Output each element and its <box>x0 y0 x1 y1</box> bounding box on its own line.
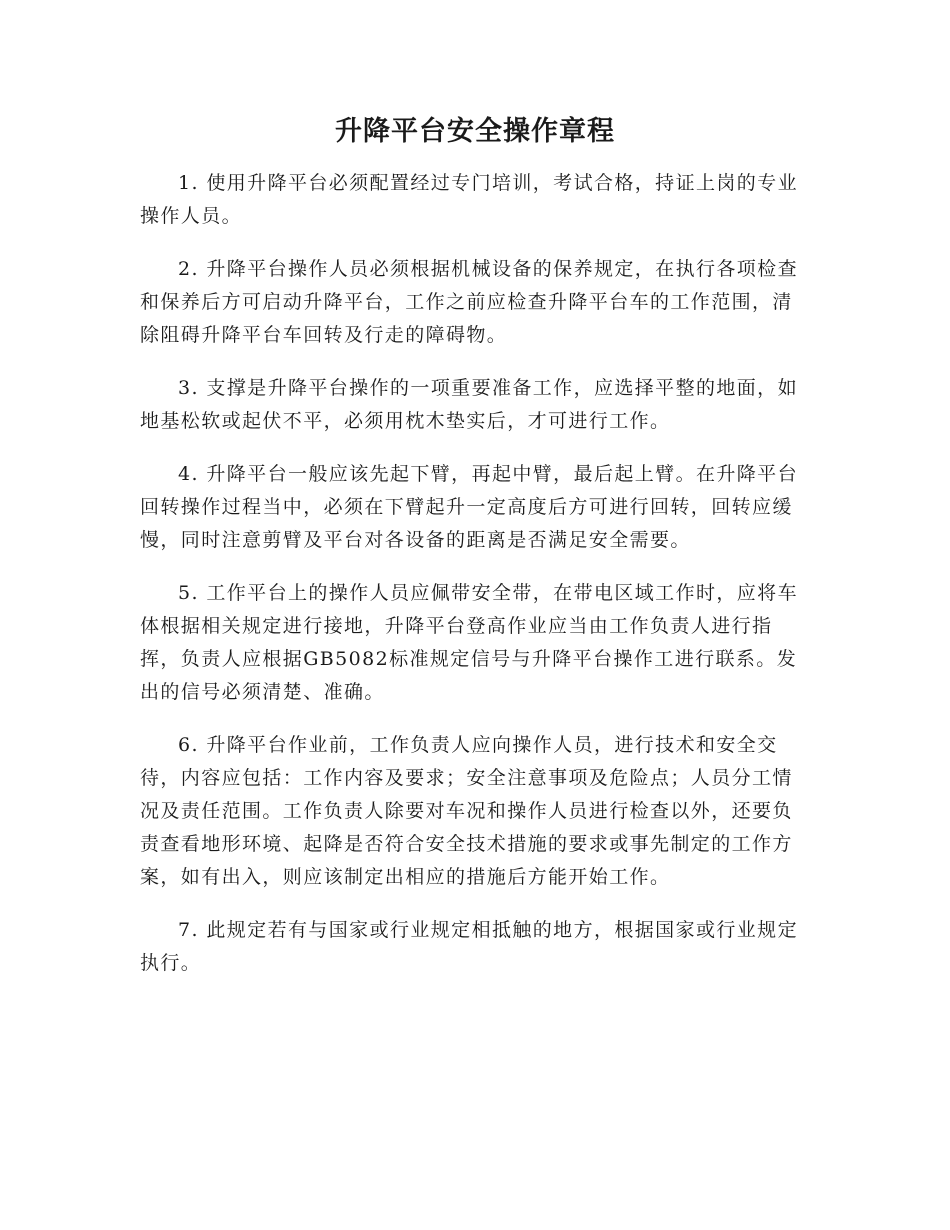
clause-3: 3. 支撑是升降平台操作的一项重要准备工作，应选择平整的地面，如地基松软或起伏不平，必须用枕木垫实后，才可进行工作。 <box>140 377 798 432</box>
clause-1: 1. 使用升降平台必须配置经过专门培训，考试合格，持证上岗的专业操作人员。 <box>140 172 798 227</box>
document-body <box>140 167 808 1000</box>
clause-4: 4. 升降平台一般应该先起下臂，再起中臂，最后起上臂。在升降平台回转操作过程当中，必须在下臂起升一定高度后方可进行回转，回转应缓慢，同时注意剪臂及平台对各设备的距离是否满足安全需要。 <box>140 463 798 551</box>
clause-2: 2. 升降平台操作人员必须根据机械设备的保养规定，在执行各项检查和保养后方可启动升降平台，工作之前应检查升降平台车的工作范围，清除阻碍升降平台车回转及行走的障碍物。 <box>140 258 798 346</box>
clause-7: 7. 此规定若有与国家或行业规定相抵触的地方，根据国家或行业规定执行。 <box>140 919 798 974</box>
document-title: 升降平台安全操作章程 <box>335 116 615 147</box>
clause-5: 5. 工作平台上的操作人员应佩带安全带，在带电区域工作时，应将车体根据相关规定进行接地，升降平台登高作业应当由工作负责人进行指挥，负责人应根据GB5082标准规定信号与升降平台操作工进行联系。发出的信号必须清楚、准确。 <box>140 582 798 703</box>
clause-6: 6. 升降平台作业前，工作负责人应向操作人员，进行技术和安全交待，内容应包括：工作内容及要求；安全注意事项及危险点；人员分工情况及责任范围。工作负责人除要对车况和操作人员进行检查以外，还要负责查看地形环境、起降是否符合安全技术措施的要求或事先制定的工作方案，如有出入，则应该制定出相应的措施后方能开始工作。 <box>140 734 793 888</box>
